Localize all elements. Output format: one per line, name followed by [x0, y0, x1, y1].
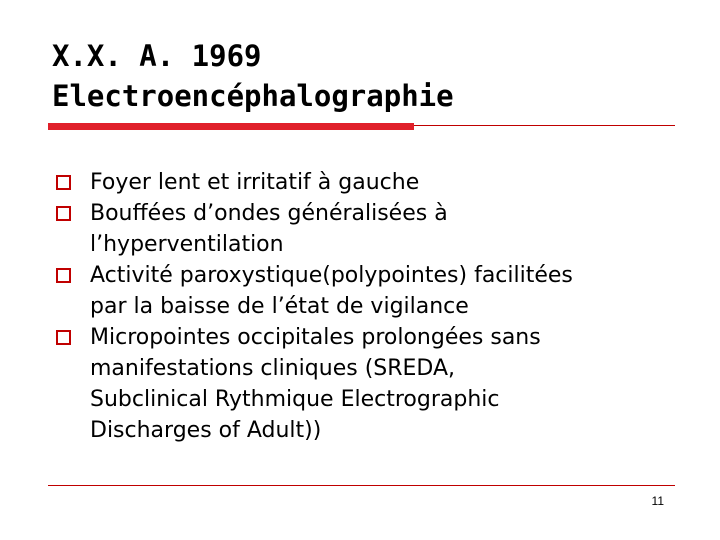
bullet-list	[54, 167, 694, 446]
hollow-square-bullet-icon	[56, 175, 71, 190]
bullet-text: Subclinical Rythmique Electrographic	[90, 387, 500, 412]
slide-title	[52, 36, 672, 116]
slide-title-line-2: Electroencéphalographie	[52, 79, 454, 113]
hollow-square-bullet-icon	[56, 268, 71, 283]
bullet-text: Foyer lent et irritatif à gauche	[90, 170, 420, 195]
bullet-text: Discharges of Adult))	[90, 418, 322, 443]
bullet-text: manifestations cliniques (SREDA,	[90, 356, 456, 381]
bullet-item-4	[54, 322, 694, 446]
bullet-text: par la baisse de l’état de vigilance	[90, 294, 469, 319]
hollow-square-bullet-icon	[56, 206, 71, 221]
bullet-text: Bouffées d’ondes généralisées à	[90, 201, 448, 226]
bullet-item-3	[54, 260, 694, 322]
bullet-text: l’hyperventilation	[90, 232, 284, 257]
bullet-text: Activité paroxystique(polypointes) facilitées	[90, 263, 573, 288]
page-number: 11	[651, 494, 664, 508]
bullet-text: Micropointes occipitales prolongées sans	[90, 325, 541, 350]
title-underline-accent	[48, 123, 414, 130]
slide-title-line-1: X.X. A. 1969	[52, 39, 262, 73]
footer-rule	[48, 485, 675, 486]
bullet-item-1	[54, 167, 694, 198]
hollow-square-bullet-icon	[56, 330, 71, 345]
bullet-item-2	[54, 198, 694, 260]
